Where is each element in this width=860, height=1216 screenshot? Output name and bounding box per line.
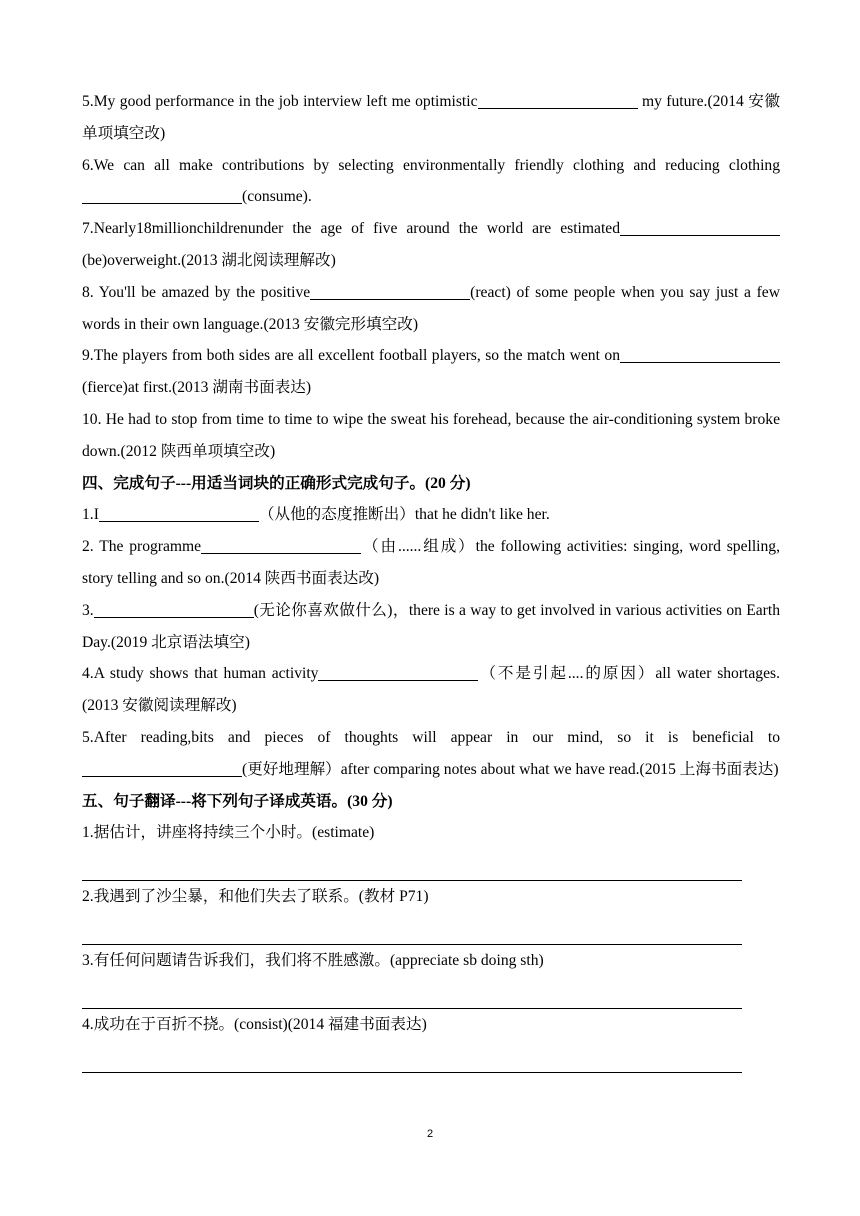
answer-line[interactable] [82, 913, 742, 945]
answer-line[interactable] [82, 977, 742, 1009]
page-content [82, 86, 780, 1073]
fill-item-7: 7.Nearly18millionchildrenunder the age of five around the world are estimated(be)overweight.(2013 湖北阅读理解改) [82, 213, 780, 277]
fill-item-8: 8. You'll be amazed by the positive (react) of some people when you say just a few words in their own language.(2013 安徽完形填空改) [82, 283, 780, 333]
section-4-heading: 四、完成句子---用适当词块的正确形式完成句子。(20 分) [82, 474, 471, 492]
answer-blank[interactable] [201, 552, 361, 554]
answer-blank[interactable] [82, 202, 242, 204]
fill-item-5: 5.My good performance in the job interview left me optimistic my future.(2014 安徽单项填空改) [82, 93, 780, 142]
complete-item-4: 4.A study shows that human activity （不是引起....的原因）all water shortages.(2013 安徽阅读理解改) [82, 665, 780, 715]
translate-item-3: 3.有任何问题请告诉我们，我们将不胜感激。(appreciate sb doing sth) [82, 951, 544, 969]
translate-item-2: 2.我遇到了沙尘暴，和他们失去了联系。(教材 P71) [82, 888, 429, 906]
fill-item-10: 10. He had to stop from time to time to wipe the sweat his forehead, because the air-conditioning system broke down.(2012 陕西单项填空改) [82, 410, 780, 460]
complete-item-3: 3. (无论你喜欢做什么)，there is a way to get involved in various activities on Earth Day.(2019 北京语法填空) [82, 601, 780, 651]
answer-blank[interactable] [620, 361, 780, 363]
answer-blank[interactable] [310, 298, 470, 300]
complete-item-5: 5.After reading,bits and pieces of thoughts will appear in our mind, so it is beneficial to(更好地理解）after comparing notes about what we have read.(2015 上海书面表达) [82, 728, 780, 778]
translate-item-1: 1.据估计，讲座将持续三个小时。(estimate) [82, 824, 375, 842]
answer-line[interactable] [82, 1041, 742, 1073]
section-5-heading: 五、句子翻译---将下列句子译成英语。(30 分) [82, 792, 393, 810]
answer-blank[interactable] [318, 679, 478, 681]
answer-blank[interactable] [620, 234, 780, 236]
answer-blank[interactable] [82, 775, 242, 777]
complete-item-2: 2. The programme （由......组成）the following activities: singing, word spelling, story telling and so on.(2014 陕西书面表达改) [82, 538, 780, 587]
translate-item-4: 4.成功在于百折不挠。(consist)(2014 福建书面表达) [82, 1015, 427, 1033]
answer-blank[interactable] [99, 520, 259, 522]
fill-item-6: 6.We can all make contributions by selecting environmentally friendly clothing and reducing clothing(consume). [82, 156, 780, 206]
answer-blank[interactable] [478, 107, 638, 109]
complete-item-1: 1.I （从他的态度推断出）that he didn't like her. [82, 506, 550, 524]
page-number: 2 [426, 1128, 434, 1140]
fill-item-9: 9.The players from both sides are all excellent football players, so the match went on(fierce)at first.(2013 湖南书面表达) [82, 340, 780, 404]
answer-line[interactable] [82, 849, 742, 881]
answer-blank[interactable] [94, 616, 254, 618]
